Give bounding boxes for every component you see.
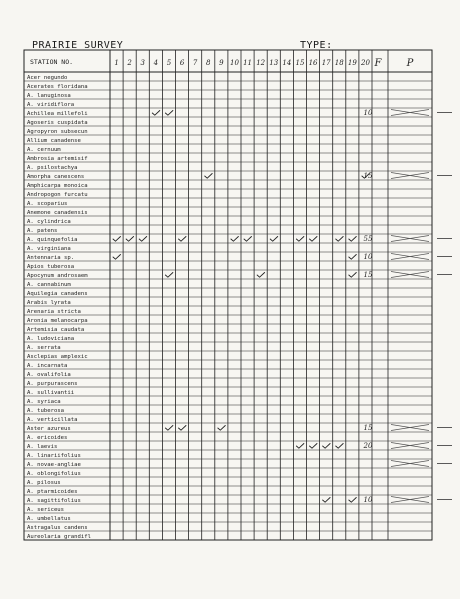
species-name: Aster azureus [27,425,71,432]
species-name: Anemone canadensis [27,209,88,216]
species-name: Acer negundo [27,74,68,81]
species-name: A. psilostachya [27,164,78,171]
check-mark [349,273,357,278]
check-mark [244,237,252,242]
station-number: 1 [114,59,119,67]
station-number: 8 [206,59,211,67]
check-mark [349,237,357,242]
station-number: 6 [179,59,185,67]
frequency-value: 20 [363,442,373,451]
station-number: 3 [140,59,145,67]
species-name: A. incarnata [27,362,68,369]
check-mark [323,498,331,503]
species-name: A. ericoides [27,434,68,441]
station-number: 20 [360,59,370,67]
species-name: A. purpurascens [27,380,78,387]
species-name: A. ludoviciana [27,335,75,342]
station-number: 12 [256,59,266,67]
species-name: A. ptarmicoides [27,488,78,495]
station-number: 19 [347,59,357,67]
station-number: 13 [269,59,279,67]
species-name: Allium canadense [27,137,81,144]
f-column-header: F [374,58,382,69]
species-name: A. verticillata [27,416,78,423]
station-number: 17 [321,59,331,67]
species-name: Andropogon furcatu [27,191,88,198]
species-name: A. virginiana [27,245,71,252]
species-name: A. sagittifolius [27,497,81,504]
species-name: Arabis lyrata [27,299,71,306]
presence-cross-mark [391,236,429,242]
species-name: A. linariifolius [27,452,81,459]
station-number: 7 [192,59,198,67]
species-name: A. sullivantii [27,389,75,396]
species-name: Agropyron subsecun [27,128,88,135]
check-mark [113,237,121,242]
presence-cross-mark [391,497,429,503]
check-mark [310,237,318,242]
species-name: Amphicarpa monoica [27,182,88,189]
check-mark [179,426,187,431]
species-name: A. serrata [27,344,61,351]
check-mark [257,273,265,278]
station-number: 9 [219,59,224,67]
station-number: 15 [295,59,305,67]
species-name: A. cannabinum [27,281,71,288]
check-mark [310,444,318,449]
species-name: A. lanuginosa [27,92,71,99]
station-number: 18 [334,59,344,67]
check-mark [205,174,213,179]
species-name: A. cylindrica [27,218,71,225]
form-title: PRAIRIE SURVEY [32,40,124,51]
check-mark [139,237,147,242]
check-mark [165,111,173,116]
frequency-value: 10 [363,253,373,262]
species-name: A. novae-angliae [27,461,81,468]
species-name: A. syriaca [27,398,61,405]
check-mark [336,444,344,449]
check-mark [323,444,331,449]
check-mark [270,237,278,242]
check-mark [218,426,226,431]
check-mark [152,111,160,116]
frequency-value: 15 [363,424,373,433]
presence-cross-mark [391,173,429,179]
frequency-value: 10 [363,496,373,505]
species-name: Apios tuberosa [27,263,75,270]
species-name: A. laevis [27,443,58,450]
check-mark [165,426,173,431]
species-name: A. scoparius [27,200,68,207]
check-mark [296,444,304,449]
species-name: A. tuberosa [27,407,65,414]
presence-cross-mark [391,461,429,467]
p-column-header: P [406,58,414,69]
species-name: Antennaria sp. [27,254,75,261]
species-name: Achillea millefoli [27,110,88,117]
check-mark [296,237,304,242]
species-name: Aquilegia canadens [27,290,88,297]
type-label: TYPE: [300,40,333,51]
presence-cross-mark [391,110,429,116]
species-name: Asclepias amplexic [27,353,88,360]
check-mark [113,255,121,260]
check-mark [126,237,134,242]
station-number: 14 [282,59,292,67]
species-name: Acerates floridana [27,83,88,90]
check-mark [349,255,357,260]
check-mark [165,273,173,278]
species-name: Apocynum androsaem [27,272,88,279]
species-name: A. viridiflora [27,101,75,108]
species-name: A. ovalifolia [27,371,71,378]
species-name: Arenaria stricta [27,308,81,315]
species-name: A. patens [27,227,58,234]
species-name: Aureolaria grandifl [27,533,91,540]
station-number: 16 [308,59,318,67]
presence-cross-mark [391,272,429,278]
station-number: 10 [229,59,239,67]
check-mark [349,498,357,503]
station-number: 4 [153,59,159,67]
frequency-value: 15 [363,172,373,181]
species-name: Artemisia caudata [27,326,85,333]
presence-cross-mark [391,425,429,431]
check-mark [179,237,187,242]
station-no-header: STATION NO. [30,58,74,66]
frequency-value: 15 [363,271,373,280]
species-name: Amorpha canescens [27,173,85,180]
frequency-value: 55 [363,235,373,244]
species-name: A. quinquefolia [27,236,78,243]
presence-cross-mark [391,443,429,449]
station-number: 11 [243,59,253,67]
station-number: 2 [127,59,132,67]
species-name: Aronia melanocarpa [27,317,88,324]
species-name: A. umbellatus [27,515,71,522]
species-name: Agoseris cuspidata [27,119,88,126]
species-name: A. pilosus [27,479,61,486]
station-number: 5 [166,59,172,67]
species-name: A. sericeus [27,506,65,513]
check-mark [336,237,344,242]
species-name: Astragalus candens [27,524,88,531]
species-name: A. oblongifolius [27,470,81,477]
check-mark [231,237,239,242]
species-name: A. cernuum [27,146,61,153]
species-name: Ambrosia artemisif [27,155,88,162]
presence-cross-mark [391,254,429,260]
frequency-value: 10 [363,109,373,118]
